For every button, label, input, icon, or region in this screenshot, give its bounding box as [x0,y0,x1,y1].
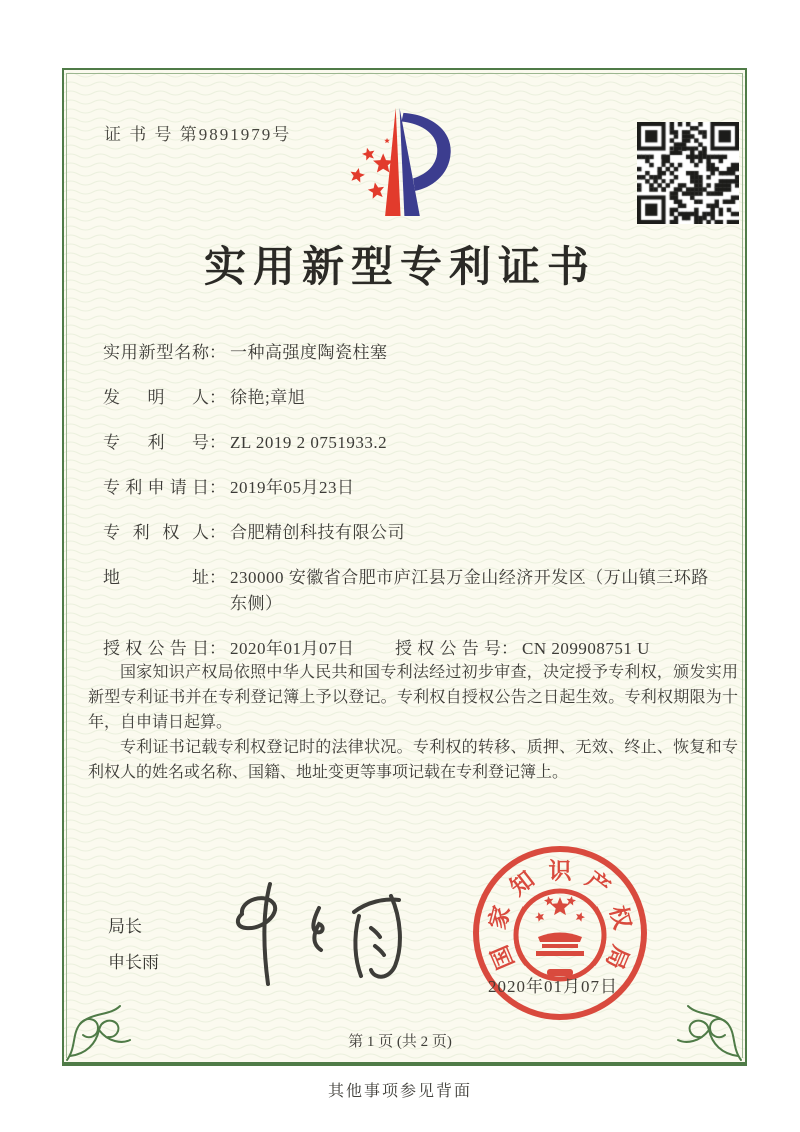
corner-flourish-icon [674,990,744,1062]
field-value: CN 209908751 U [522,639,650,658]
director-name: 申长雨 [108,953,159,972]
field-label: 授权公告日 [103,639,209,658]
field-label: 发明人 [103,388,209,407]
certificate-title: 实用新型专利证书 [203,245,596,291]
certificate-number: 证 书 号 第9891979号 [104,125,292,144]
field-row-patent-number [103,430,743,456]
field-label: 专利申请日 [103,478,209,497]
page-number: 第 1 页 (共 2 页) [348,1034,452,1050]
seal-ring-char: 识 [548,858,572,884]
field-value: ZL 2019 2 0751933.2 [230,433,388,452]
legal-text [88,660,738,785]
seal-date: 2020年01月07日 [488,977,618,996]
field-row-inventor [103,385,743,411]
field-colon: ： [209,639,226,658]
certificate-fields [103,340,743,681]
corner-flourish-icon [64,990,134,1062]
field-label: 授权公告号 [395,639,501,658]
field-colon: ： [209,478,226,497]
field-row-name [103,340,743,366]
seal-ring-char: 家 [485,902,516,932]
legal-paragraph: 国家知识产权局依照中华人民共和国专利法经过初步审查，决定授予专利权，颁发实用新型专利证书并在专利登记簿上予以登记。专利权自授权公告之日起生效。专利权期限为十年，自申请日起算。 [88,664,738,731]
seal-ring-char: 知 [505,866,539,901]
cnipa-logo-icon [334,98,469,226]
director-title: 局长 [108,917,142,936]
field-value: 2019年05月23日 [230,478,355,497]
field-value: 2020年01月07日 [230,639,355,658]
field-label: 地址 [103,568,209,587]
legal-paragraph: 专利证书记载专利权登记时的法律状况。专利权的转移、质押、无效、终止、恢复和专利权人的姓名或名称、国籍、地址变更等事项记载在专利登记簿上。 [88,739,738,781]
field-label: 实用新型名称 [103,343,209,362]
qr-code [637,122,739,224]
field-value: 230000 安徽省合肥市庐江县万金山经济开发区（万山镇三环路东侧） [230,568,709,613]
field-label: 专利权人 [103,523,209,542]
field-value: 一种高强度陶瓷柱塞 [230,343,388,362]
field-colon: ： [209,568,226,587]
field-colon: ： [501,639,518,658]
field-value: 合肥精创科技有限公司 [230,523,405,542]
field-label: 专利号 [103,433,209,452]
seal-ring-char: 国 [486,941,519,973]
field-row-patentee [103,520,743,546]
field-colon: ： [209,523,226,542]
field-colon: ： [209,433,226,452]
field-colon: ： [209,343,226,362]
field-row-address [103,565,743,617]
seal-ring-char: 权 [604,902,635,932]
seal-ring-char: 局 [601,941,634,973]
field-row-grant [103,636,743,662]
grant-date-pair [103,639,355,658]
seal-ring-char: 产 [581,866,615,901]
back-side-note: 其他事项参见背面 [327,1083,472,1100]
grant-number-pair [395,636,650,662]
field-colon: ： [209,388,226,407]
field-value: 徐艳;章旭 [230,388,306,407]
field-row-filing-date [103,475,743,501]
director-signature-icon [218,878,428,990]
